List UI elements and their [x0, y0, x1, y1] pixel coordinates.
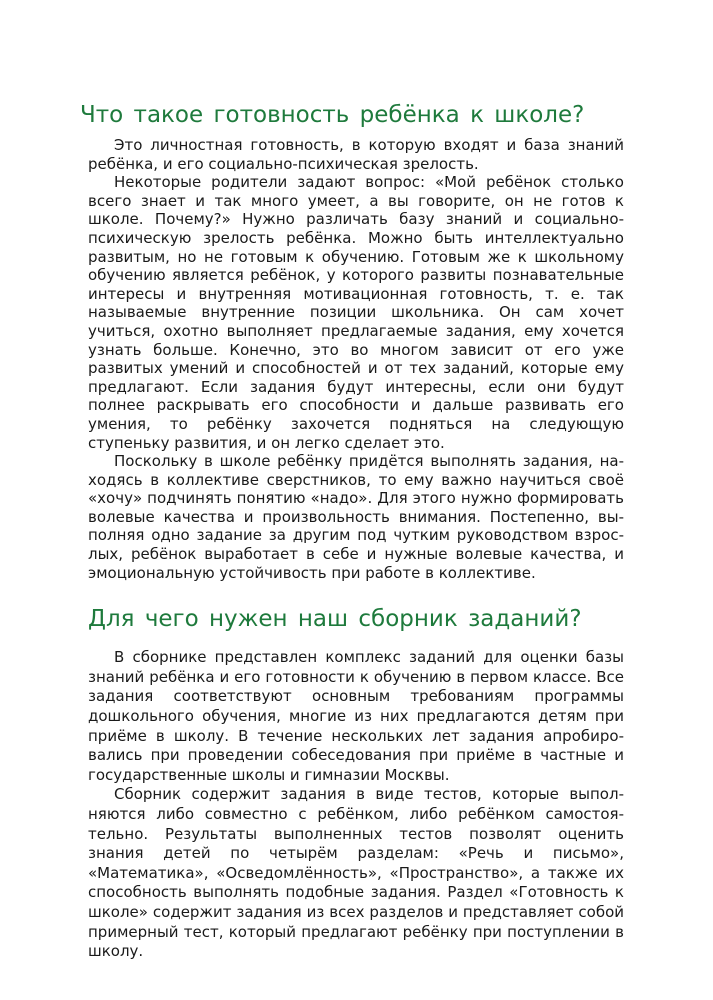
paragraph: Это личностная готовность, в которую входят и база знаний ребёнка, и его социально-психическая зрелость.	[88, 136, 624, 173]
section-readiness	[80, 100, 624, 582]
paragraph: Сборник содержит задания в виде тестов, которые выполняются либо совместно с ребёнком, либо ребёнком самостоятельно. Результаты выполненных тестов позволят оценить знания детей по четырём разделам: «Речь и письмо», «Математика», «Осведомлённость», «Пространство», а также их способность выполнять подобные задания. Раздел «Готовность к школе» содержит задания из всех разделов и представляет собой примерный тест, который предлагают ребёнку при поступлении в школу.	[88, 785, 624, 961]
paragraph: В сборнике представлен комплекс заданий для оценки базы знаний ребёнка и его готовности к обучению в первом классе. Все задания соответствуют основным требованиям программы дошкольного обучения, многие из них предлагаются детям при приёме в школу. В течение нескольких лет задания апробировались при проведении собеседования при приёме в частные и государственные школы и гимназии Москвы.	[88, 648, 624, 784]
section-collection-purpose	[88, 604, 624, 962]
section-title-readiness: Что такое готовность ребёнка к школе?	[80, 102, 585, 128]
paragraph: Некоторые родители задают вопрос: «Мой ребёнок столько всего знает и так много умеет, а вы говорите, он не готов к школе. Почему?» Нужно различать базу знаний и социально-психическую зрелость ребёнка. Можно быть интеллектуально развитым, но не готовым к обучению. Готовым же к школьному обучению является ребёнок, у которого развиты познавательные интересы и внутренняя мотивационная готовность, т. е. так называемые внутренние позиции школьника. Он сам хочет учиться, охотно выполняет предлагаемые задания, ему хочется узнать больше. Конечно, это во многом зависит от его уже развитых умений и способностей и от тех заданий, которые ему предлагают. Если задания будут интересны, если они будут полнее раскрывать его способности и дальше развивать его умения, то ребёнку захочется подняться на следующую ступеньку развития, и он легко сделает это.	[88, 173, 624, 452]
paragraph: Поскольку в школе ребёнку придётся выполнять задания, находясь в коллективе сверстников, то ему важно научиться своё «хочу» подчинять понятию «надо». Для этого нужно формировать волевые качества и произвольность внимания. Постепенно, выполняя одно задание за другим под чутким руководством взрослых, ребёнок выработает в себе и нужные волевые качества, и эмоциональную устойчивость при работе в коллективе.	[88, 452, 624, 582]
section-title-collection: Для чего нужен наш сборник заданий?	[88, 606, 582, 633]
page-content	[80, 100, 624, 962]
